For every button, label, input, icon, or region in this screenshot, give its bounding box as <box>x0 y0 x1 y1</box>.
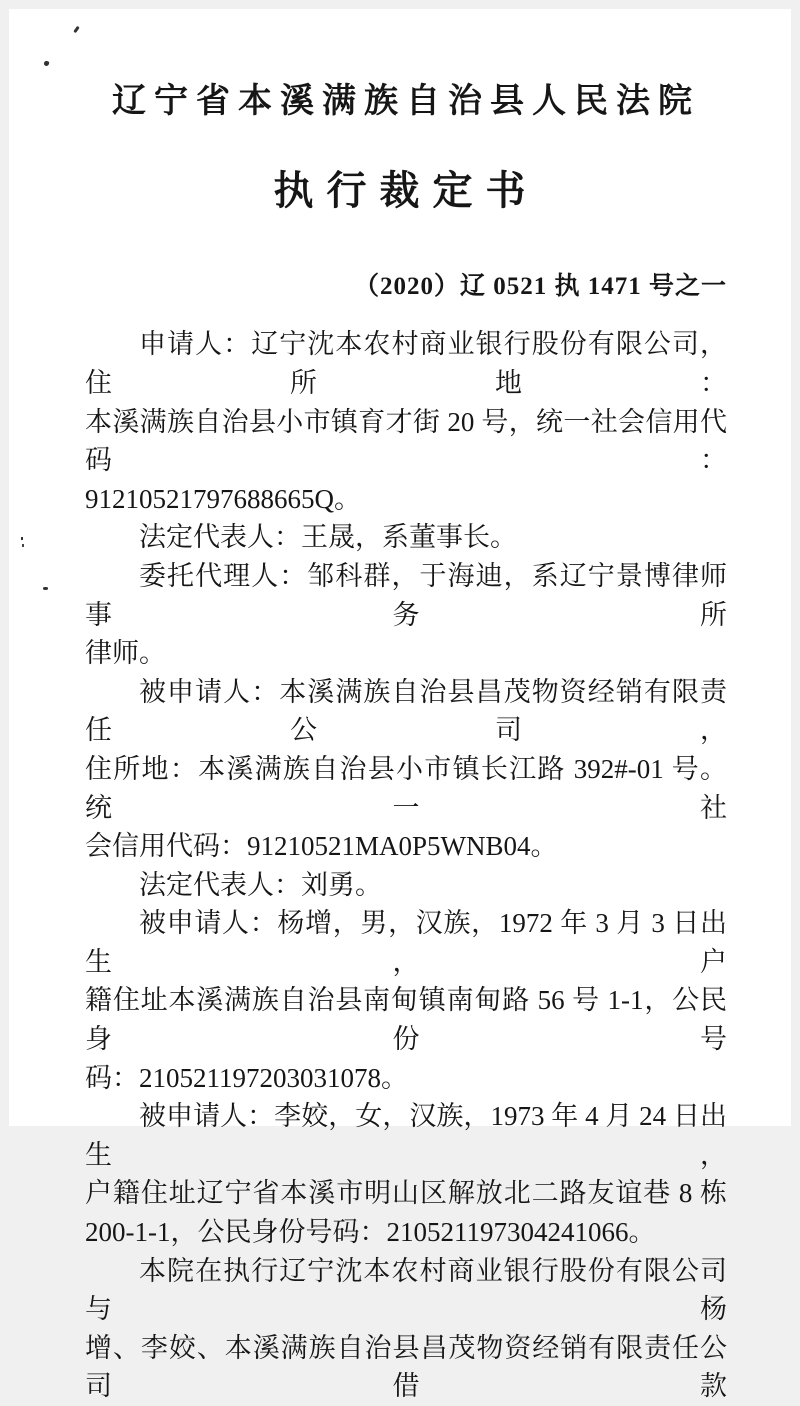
body-line: 被申请人：本溪满族自治县昌茂物资经销有限责任公司， <box>85 676 727 746</box>
body-line: 码：210521197203031078。 <box>85 1062 408 1093</box>
body-line: 增、李姣、本溪满族自治县昌茂物资经销有限责任公司借款 <box>85 1332 727 1402</box>
case-number: （2020）辽 0521 执 1471 号之一 <box>353 273 727 301</box>
body-line: 申请人：辽宁沈本农村商业银行股份有限公司，住所地： <box>85 329 727 398</box>
body-line: 91210521797688665Q。 <box>85 483 361 514</box>
body-line: 住所地：本溪满族自治县小市镇长江路 392#-01 号。统一社 <box>85 753 727 823</box>
body-line: 被申请人：李姣，女，汉族，1973 年 4 月 24 日出生， <box>85 1101 727 1170</box>
court-name-heading: 辽宁省本溪满族自治县人民法院 <box>112 83 700 120</box>
body-line: 律师。 <box>85 638 166 669</box>
body-line: 委托代理人：邹科群，于海迪，系辽宁景博律师事务所 <box>85 560 727 630</box>
document-title: 执行裁定书 <box>273 168 539 214</box>
body-line: 法定代表人：刘勇。 <box>139 869 382 900</box>
scan-speckle-icon <box>43 587 48 590</box>
document-body <box>85 325 727 1406</box>
body-line: 会信用代码：91210521MA0P5WNB04。 <box>85 831 558 862</box>
scan-speckle-icon <box>21 537 23 540</box>
body-line: 户籍住址辽宁省本溪市明山区解放北二路友谊巷 8 栋 <box>85 1178 727 1209</box>
body-line: 200-1-1，公民身份号码：210521197304241066。 <box>85 1217 656 1248</box>
body-line: 本院在执行辽宁沈本农村商业银行股份有限公司与杨 <box>85 1255 727 1325</box>
body-line: 被申请人：杨增，男，汉族，1972 年 3 月 3 日出生，户 <box>85 908 727 977</box>
body-line: 法定代表人：王晟，系董事长。 <box>139 522 517 553</box>
body-line: 籍住址本溪满族自治县南甸镇南甸路 56 号 1-1，公民身份号 <box>85 985 727 1055</box>
document-content <box>9 9 791 1406</box>
body-line: 本溪满族自治县小市镇育才街 20 号，统一社会信用代码： <box>85 406 727 476</box>
document-page <box>9 9 791 1402</box>
